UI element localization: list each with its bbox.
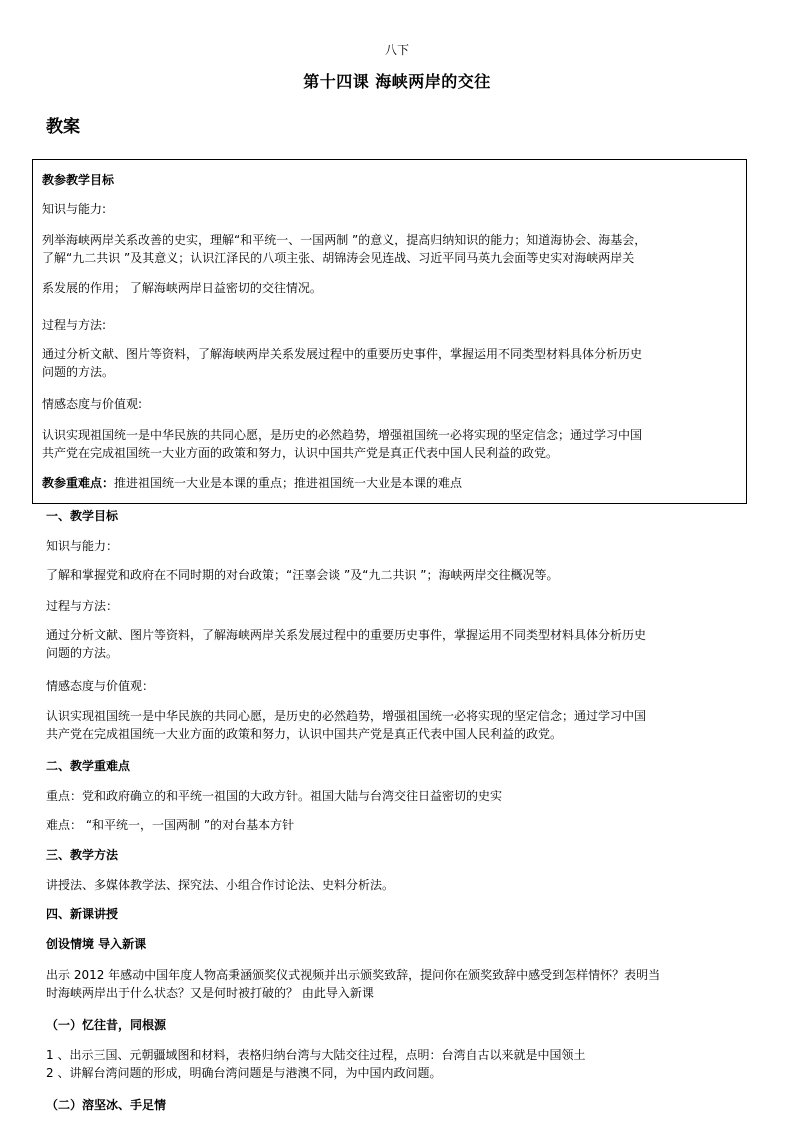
process-line: 问题的方法。 bbox=[46, 646, 119, 660]
box-process-line: 通过分析文献、图片等资料，了解海峡两岸关系发展过程中的重要历史事件，掌握运用不同类型材料具体分析历史 bbox=[42, 347, 643, 361]
emotion-label: 情感态度与价值观： bbox=[46, 679, 155, 693]
box-key-points-text: 推进祖国统一大业是本课的重点；推进祖国统一大业是本课的难点 bbox=[114, 476, 463, 490]
box-knowledge-line: 系发展的作用； 了解海峡两岸日益密切的交往情况。 bbox=[42, 281, 322, 295]
emotion-line: 共产党在完成祖国统一大业方面的政策和努力，认识中国共产党是真正代表中国人民利益的政党。 bbox=[46, 727, 563, 741]
box-process-line: 问题的方法。 bbox=[42, 365, 115, 379]
box-process-label: 过程与方法: bbox=[42, 318, 107, 332]
box-key-points bbox=[42, 473, 462, 493]
difficult-point-text: 难点： “和平统一，一国两制 ”的对台基本方针 bbox=[46, 818, 295, 832]
section-heading: 一、教学目标 bbox=[46, 509, 119, 523]
page-header-grade: 八下 bbox=[384, 43, 409, 57]
section-heading: 三、教学方法 bbox=[46, 848, 119, 862]
knowledge-text: 了解和掌握党和政府在不同时期的对台政策；“汪辜会谈 ”及“九二共识 ”；海峡两岸交往概况等。 bbox=[46, 568, 559, 582]
box-emotion-label: 情感态度与价值观: bbox=[42, 397, 143, 411]
box-heading: 教参教学目标 bbox=[42, 173, 115, 187]
intro-line: 出示 2012 年感动中国年度人物高秉涵颁奖仪式视频并出示颁奖致辞，提问你在颁奖致辞中感受到怎样情怀？表明当 bbox=[46, 968, 661, 982]
box-knowledge-line: 了解“九二共识 ”及其意义；认识江泽民的八项主张、胡锦涛会见连战、习近平同马英九会面等史实对海峡两岸关 bbox=[42, 251, 635, 265]
intro-line: 时海峡两岸出于什么状态？又是何时被打破的？ 由此导入新课 bbox=[46, 986, 374, 1000]
box-knowledge-label: 知识与能力: bbox=[42, 202, 107, 216]
section-heading: 二、教学重难点 bbox=[46, 759, 131, 773]
list-item: 2 、讲解台湾问题的形成，明确台湾问题是与港澳不同，为中国内政问题。 bbox=[46, 1066, 442, 1080]
subsection-heading: （一）忆往昔，同根源 bbox=[46, 1018, 167, 1032]
box-emotion-line: 共产党在完成祖国统一大业方面的政策和努力，认识中国共产党是真正代表中国人民利益的政党。 bbox=[42, 446, 559, 460]
emotion-line: 认识实现祖国统一是中华民族的共同心愿，是历史的必然趋势，增强祖国统一必将实现的坚定信念；通过学习中国 bbox=[46, 709, 647, 723]
lesson-title: 第十四课 海峡两岸的交往 bbox=[303, 72, 491, 91]
intro-heading: 创设情境 导入新课 bbox=[46, 937, 147, 951]
box-key-points-label: 教参重难点： bbox=[42, 476, 115, 490]
process-label: 过程与方法： bbox=[46, 599, 119, 613]
box-emotion-line: 认识实现祖国统一是中华民族的共同心愿，是历史的必然趋势，增强祖国统一必将实现的坚定信念；通过学习中国 bbox=[42, 428, 643, 442]
section-heading: 四、新课讲授 bbox=[46, 907, 119, 921]
knowledge-label: 知识与能力： bbox=[46, 539, 119, 553]
subsection-heading: （二）溶坚冰、手足情 bbox=[46, 1098, 167, 1112]
methods-text: 讲授法、多媒体教学法、探究法、小组合作讨论法、史料分析法。 bbox=[46, 878, 395, 892]
key-point-text: 重点：党和政府确立的和平统一祖国的大政方针。祖国大陆与台湾交往日益密切的史实 bbox=[46, 789, 503, 803]
document-type-heading: 教案 bbox=[46, 117, 80, 137]
list-item: 1 、出示三国、元朝疆域图和材料，表格归纳台湾与大陆交往过程，点明：台湾自古以来就是中国领土 bbox=[46, 1048, 586, 1062]
process-line: 通过分析文献、图片等资料，了解海峡两岸关系发展过程中的重要历史事件，掌握运用不同类型材料具体分析历史 bbox=[46, 628, 647, 642]
reference-goals-box bbox=[32, 159, 747, 504]
box-knowledge-line: 列举海峡两岸关系改善的史实，理解“和平统一、一国两制 ”的意义，提高归纳知识的能力；知道海协会、海基会， bbox=[42, 233, 647, 247]
